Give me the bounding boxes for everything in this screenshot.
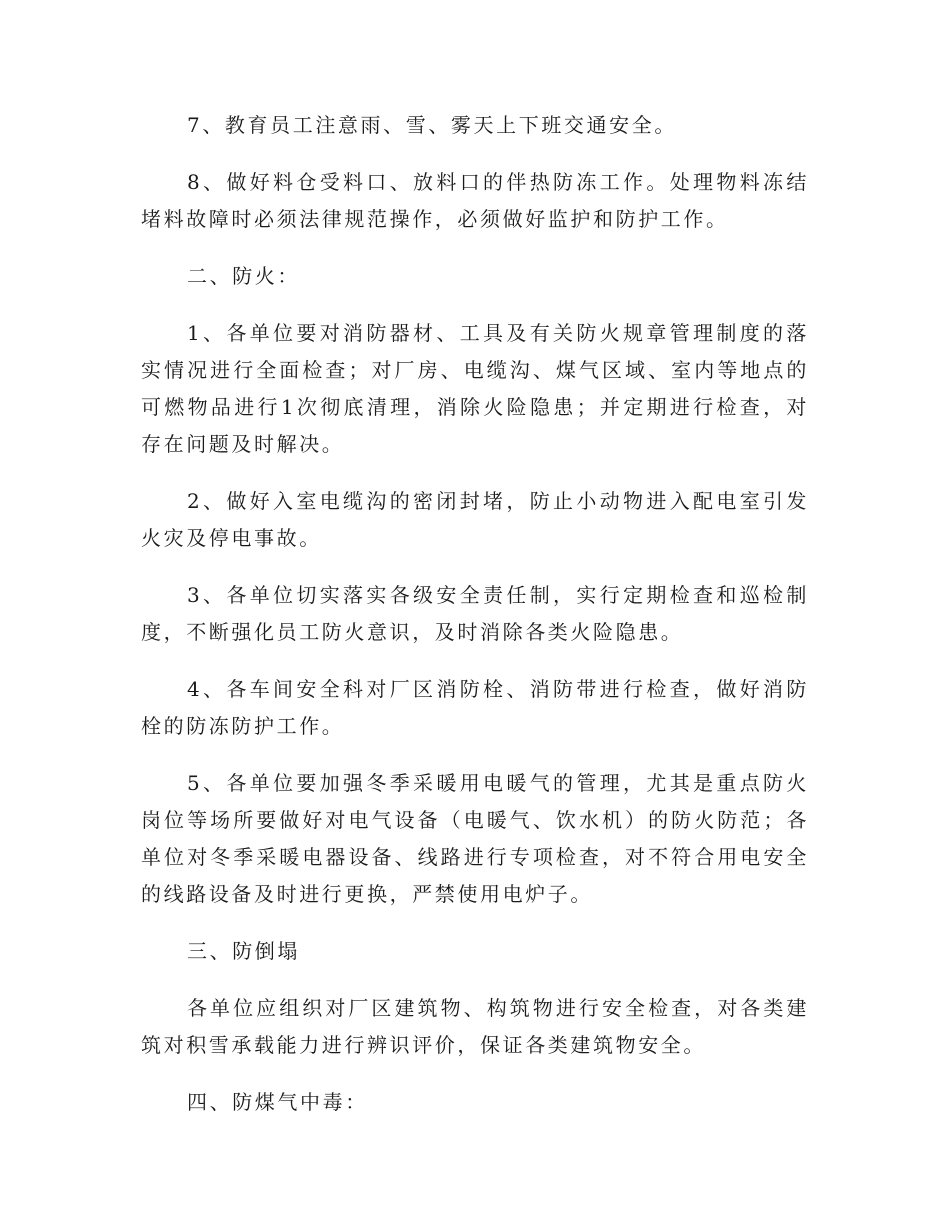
paragraph-fire-item-3: 3、各单位切实落实各级安全责任制，实行定期检查和巡检制度，不断强化员工防火意识，及时消除各类火险隐患。 [141, 583, 809, 644]
section-heading-gas-poisoning-prevention: 四、防煤气中毒： [187, 1090, 368, 1114]
section-heading-fire-prevention: 二、防火： [187, 264, 300, 288]
document-body [141, 107, 809, 1121]
paragraph-fire-item-5: 5、各单位要加强冬季采暖用电暖气的管理，尤其是重点防火岗位等场所要做好对电气设备（电暖气、饮水机）的防火防范；各单位对冬季采暖电器设备、线路进行专项检查，对不符合用电安全的线路设备及时进行更换，严禁使用电炉子。 [141, 771, 809, 906]
paragraph-item-7-traffic-safety: 7、教育员工注意雨、雪、雾天上下班交通安全。 [187, 113, 677, 137]
paragraph-fire-item-1: 1、各单位要对消防器材、工具及有关防火规章管理制度的落实情况进行全面检查；对厂房、电缆沟、煤气区域、室内等地点的可燃物品进行1次彻底清理，消除火险隐患；并定期进行检查，对存在问题及时解决。 [141, 321, 809, 456]
paragraph-collapse-body: 各单位应组织对厂区建筑物、构筑物进行安全检查，对各类建筑对积雪承载能力进行辨识评价，保证各类建筑物安全。 [141, 996, 809, 1057]
paragraph-fire-item-4: 4、各车间安全科对厂区消防栓、消防带进行检查，做好消防栓的防冻防护工作。 [141, 677, 809, 738]
section-heading-collapse-prevention: 三、防倒塌 [187, 939, 300, 963]
paragraph-fire-item-2: 2、做好入室电缆沟的密闭封堵，防止小动物进入配电室引发火灾及停电事故。 [141, 489, 809, 550]
paragraph-item-8-antifreeze: 8、做好料仓受料口、放料口的伴热防冻工作。处理物料冻结堵料故障时必须法律规范操作，必须做好监护和防护工作。 [141, 170, 809, 231]
